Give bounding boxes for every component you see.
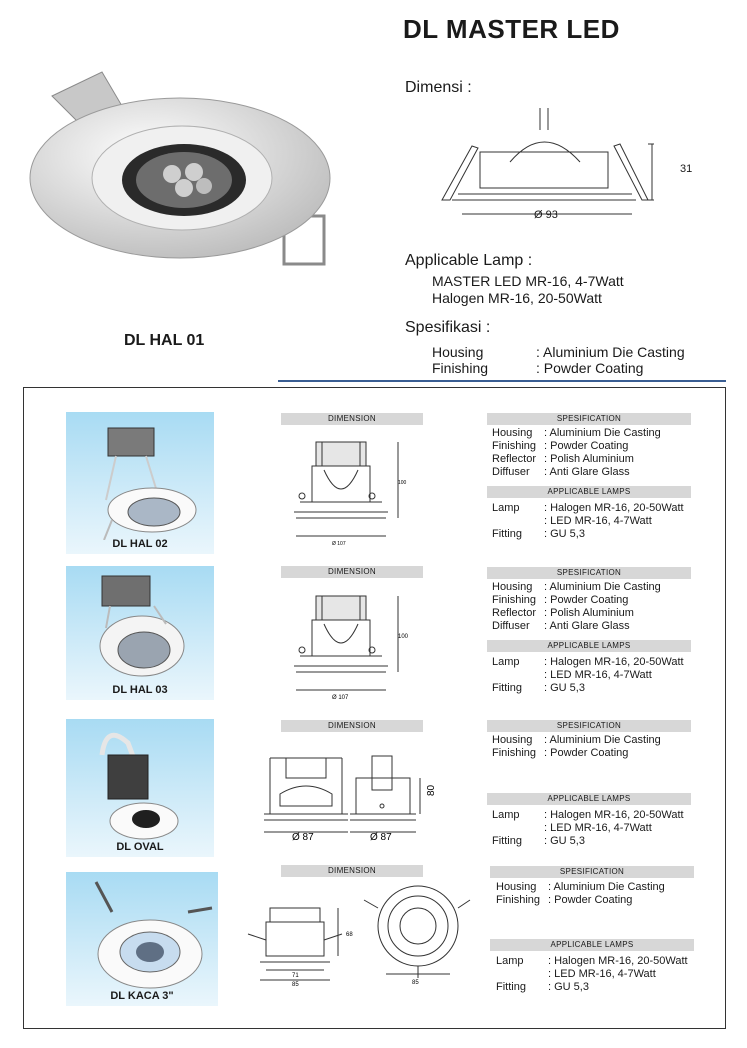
spec-row [492, 734, 661, 747]
fitting-key: Fitting [492, 682, 522, 694]
spec-row [492, 427, 661, 440]
hero-dim-diameter: Ø 93 [534, 209, 558, 221]
dim-width-right-label: Ø 87 [370, 832, 392, 842]
product-photo [66, 412, 214, 554]
spec-value: : Powder Coating [548, 894, 633, 906]
spec-value: : Aluminium Die Casting [544, 581, 661, 593]
spec-row [492, 466, 661, 479]
spec-row [496, 894, 665, 907]
fitting-key: Fitting [496, 981, 526, 993]
product-photo [66, 872, 218, 1006]
dim-width-left-label: Ø 87 [292, 832, 314, 842]
downlight-illustration [66, 566, 214, 686]
page-title: DL MASTER LED [403, 14, 620, 44]
dimension-header: DIMENSION [281, 720, 423, 732]
hero-lamp-item: Halogen MR-16, 20-50Watt [432, 290, 602, 306]
product-name: DL KACA 3" [110, 990, 174, 1002]
spec-header: SPESIFICATION [487, 720, 691, 732]
lamp-row [496, 955, 688, 968]
spec-value: : Powder Coating [544, 747, 629, 759]
spec-row [492, 747, 661, 760]
lamp-key: Lamp [492, 502, 520, 514]
hero-spec-key: Housing [432, 344, 484, 360]
dimension-drawing [286, 590, 410, 702]
spec-key: Finishing [492, 747, 537, 759]
hero-spec-key: Finishing [432, 360, 489, 376]
spec-value: : Aluminium Die Casting [544, 427, 661, 439]
product-photo [66, 719, 214, 857]
spec-key: Housing [492, 581, 533, 593]
spec-row [492, 607, 661, 620]
spec-table [492, 581, 661, 633]
downlight-illustration [66, 719, 214, 843]
lamp-value: : Halogen MR-16, 20-50Watt [544, 502, 684, 514]
spec-table [496, 881, 665, 907]
spec-key: Housing [492, 427, 533, 439]
lamp-value: : Halogen MR-16, 20-50Watt [544, 656, 684, 668]
lamp-row [492, 502, 684, 515]
downlight-illustration [66, 412, 214, 540]
spec-value: : Anti Glare Glass [544, 620, 630, 632]
spec-row [496, 881, 665, 894]
fitting-value: : GU 5,3 [548, 981, 589, 993]
hero-spec-row [432, 344, 685, 360]
spec-row [492, 440, 661, 453]
fitting-row [492, 835, 684, 848]
lamp-row [496, 968, 688, 981]
dim-height-label: 100 [398, 634, 409, 640]
spec-table [492, 427, 661, 479]
spec-key: Housing [496, 881, 537, 893]
hero-spec-row [432, 360, 685, 376]
dim-right-label: 85 [412, 980, 419, 986]
lamps-header: APPLICABLE LAMPS [487, 640, 691, 652]
lamp-row [492, 822, 684, 835]
product-photo [66, 566, 214, 700]
fitting-key: Fitting [492, 528, 522, 540]
dimension-header: DIMENSION [281, 413, 423, 425]
spec-row [492, 594, 661, 607]
lamp-value: : Halogen MR-16, 20-50Watt [544, 809, 684, 821]
hero-product-name: DL HAL 01 [124, 332, 205, 349]
spec-key: Finishing [492, 594, 537, 606]
fitting-row [496, 981, 688, 994]
spec-row [492, 581, 661, 594]
lamp-value: : LED MR-16, 4-7Watt [544, 669, 652, 681]
hero-spec-list [432, 344, 685, 376]
dimension-drawing [256, 748, 440, 842]
spec-key: Diffuser [492, 620, 530, 632]
hero-spec-value: : Aluminium Die Casting [536, 344, 685, 360]
spec-header: SPESIFICATION [490, 866, 694, 878]
spec-heading: Spesifikasi : [405, 319, 491, 336]
spec-key: Reflector [492, 453, 537, 465]
spec-value: : Polish Aluminium [544, 607, 634, 619]
spec-key: Diffuser [492, 466, 530, 478]
product-name: DL OVAL [116, 841, 164, 853]
spec-value: : Aluminium Die Casting [544, 734, 661, 746]
lamp-value: : LED MR-16, 4-7Watt [544, 822, 652, 834]
fitting-value: : GU 5,3 [544, 682, 585, 694]
lamp-row [492, 515, 684, 528]
lamp-row [492, 669, 684, 682]
lamp-key: Lamp [492, 656, 520, 668]
lamp-key: Lamp [492, 809, 520, 821]
lamp-value: : Halogen MR-16, 20-50Watt [548, 955, 688, 967]
fitting-row [492, 682, 684, 695]
spec-key: Reflector [492, 607, 537, 619]
applicable-lamp-heading: Applicable Lamp : [405, 252, 533, 269]
spec-table [492, 734, 661, 760]
lamps-table [492, 809, 684, 848]
fitting-key: Fitting [492, 835, 522, 847]
spec-key: Finishing [496, 894, 541, 906]
hero-product-photo [22, 66, 338, 278]
lamps-header: APPLICABLE LAMPS [490, 939, 694, 951]
fitting-row [492, 528, 684, 541]
hero-spec-value: : Powder Coating [536, 360, 644, 376]
dim-height-label: 100 [398, 480, 407, 486]
lamps-header: APPLICABLE LAMPS [487, 793, 691, 805]
lamp-value: : LED MR-16, 4-7Watt [544, 515, 652, 527]
lamps-header: APPLICABLE LAMPS [487, 486, 691, 498]
product-name: DL HAL 03 [112, 684, 168, 696]
dim-outer-label: 85 [292, 982, 299, 986]
lamp-value: : LED MR-16, 4-7Watt [548, 968, 656, 980]
dimension-header: DIMENSION [281, 865, 423, 877]
fitting-value: : GU 5,3 [544, 528, 585, 540]
spec-key: Finishing [492, 440, 537, 452]
spec-row [492, 453, 661, 466]
hero-lamp-list [432, 273, 624, 307]
lamp-row [492, 656, 684, 669]
spec-value: : Aluminium Die Casting [548, 881, 665, 893]
dim-width-label: Ø 107 [332, 695, 349, 701]
fitting-value: : GU 5,3 [544, 835, 585, 847]
spec-value: : Powder Coating [544, 594, 629, 606]
hero-lamp-item: MASTER LED MR-16, 4-7Watt [432, 273, 624, 289]
lamps-table [492, 502, 684, 541]
spec-value: : Anti Glare Glass [544, 466, 630, 478]
lamp-row [492, 809, 684, 822]
hero-dim-height: 31 [680, 163, 693, 175]
dimension-header: DIMENSION [281, 566, 423, 578]
dim-height-label: 68 [346, 932, 353, 938]
dim-inner-label: 71 [292, 973, 299, 979]
spec-key: Housing [492, 734, 533, 746]
spec-value: : Powder Coating [544, 440, 629, 452]
lamps-table [496, 955, 688, 994]
spec-header: SPESIFICATION [487, 567, 691, 579]
lamp-key: Lamp [496, 955, 524, 967]
dimension-heading: Dimensi : [405, 79, 472, 96]
divider-line [278, 380, 726, 382]
hero-dimension-drawing [436, 102, 676, 226]
lamps-table [492, 656, 684, 695]
dimension-drawing [286, 436, 410, 548]
dim-height-label: 80 [426, 784, 437, 796]
downlight-illustration [66, 872, 218, 992]
spec-header: SPESIFICATION [487, 413, 691, 425]
dim-width-label: Ø 107 [332, 541, 346, 547]
dimension-drawing [246, 878, 472, 986]
spec-row [492, 620, 661, 633]
spec-value: : Polish Aluminium [544, 453, 634, 465]
product-name: DL HAL 02 [112, 538, 168, 550]
